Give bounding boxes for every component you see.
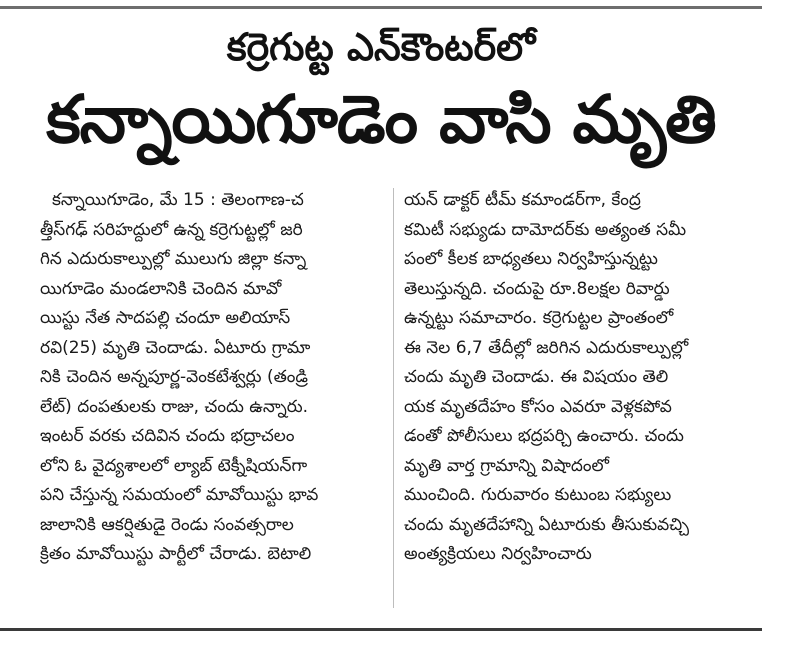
column-line: డంతో పోలీసులు భద్రపర్చి ఉంచారు. చందు [404, 426, 684, 446]
column-line: జాలానికి ఆకర్షితుడై రెండు సంవత్సరాల [40, 514, 294, 535]
column-line: రవి(25) మృతి చెందాడు. ఏటూరు గ్రామా [40, 337, 311, 358]
column-line: యన్ డాక్టర్ టీమ్ కమాండర్‌గా, కేంద్ర [404, 190, 641, 210]
column-line: మృతి వార్త గ్రామాన్ని విషాదంలో [404, 455, 610, 476]
column-line: తెలుస్తున్నది. చందుపై రూ.8లక్షల రివార్డు [404, 278, 670, 299]
column-line: త్తీస్‌గఢ్ సరిహద్దులో ఉన్న కర్రెగుట్టల్లో జరి [40, 219, 303, 240]
bottom-rule [0, 628, 762, 631]
column-line: గిన ఎదురుకాల్పుల్లో ములుగు జిల్లా కన్నా [40, 249, 307, 269]
column-line: కమిటీ సభ్యుడు దామోదర్‌కు అత్యంత సమీ [404, 219, 687, 240]
article-column-right [404, 186, 754, 570]
headline-kicker: కర్రెగుట్ట ఎన్‌కౌంటర్‌లో [226, 25, 536, 69]
column-line: యిగూడెం మండలానికి చెందిన మావో [40, 278, 282, 299]
column-line: యిస్టు నేత సాదపల్లి చందూ అలియాస్ [40, 308, 291, 328]
column-line: లేట్) దంపతులకు రాజు, చందు ఉన్నారు. [40, 396, 309, 417]
column-line: యక మృతదేహం కోసం ఎవరూ వెళ్లకపోవ [404, 396, 672, 417]
column-line: క్రితం మావోయిస్టు పార్టీలో చేరాడు. బెటాలి [40, 544, 312, 564]
column-line: కన్నాయిగూడెం, మే 15 : తెలంగాణ-చ [52, 190, 304, 210]
top-rule [0, 6, 762, 9]
column-line: చందు మృతదేహాన్ని ఏటూరుకు తీసుకువచ్చి [404, 514, 690, 535]
headline: కన్నాయిగూడెం వాసి మృతి [46, 81, 716, 158]
column-line: ఇంటర్ వరకు చదివిన చందు భద్రాచలం [40, 426, 295, 446]
column-line: లోని ఓ వైద్యశాలలో ల్యాబ్ టెక్నీషియన్‌గా [40, 455, 308, 476]
column-line: ఈ నెల 6,7 తేదీల్లో జరిగిన ఎదురుకాల్పుల్లో [404, 337, 689, 358]
column-line: నికి చెందిన అన్నపూర్ణ-వెంకటేశ్వర్లు (తండ్రి [40, 367, 308, 387]
column-line: ఉన్నట్టు సమాచారం. కర్రెగుట్టల ప్రాంతంలో [404, 308, 674, 328]
column-divider [393, 188, 394, 608]
column-line: ముంచింది. గురువారం కుటుంబ సభ్యులు [404, 485, 672, 505]
column-line: చందు మృతి చెందాడు. ఈ విషయం తెలి [404, 367, 669, 387]
column-line: పంలో కీలక బాధ్యతలు నిర్వహిస్తున్నట్టు [404, 249, 658, 269]
article-column-left [40, 186, 390, 570]
column-line: పని చేస్తున్న సమయంలో మావోయిస్టు భావ [40, 485, 319, 505]
column-line: అంత్యక్రియలు నిర్వహించారు [404, 544, 592, 564]
